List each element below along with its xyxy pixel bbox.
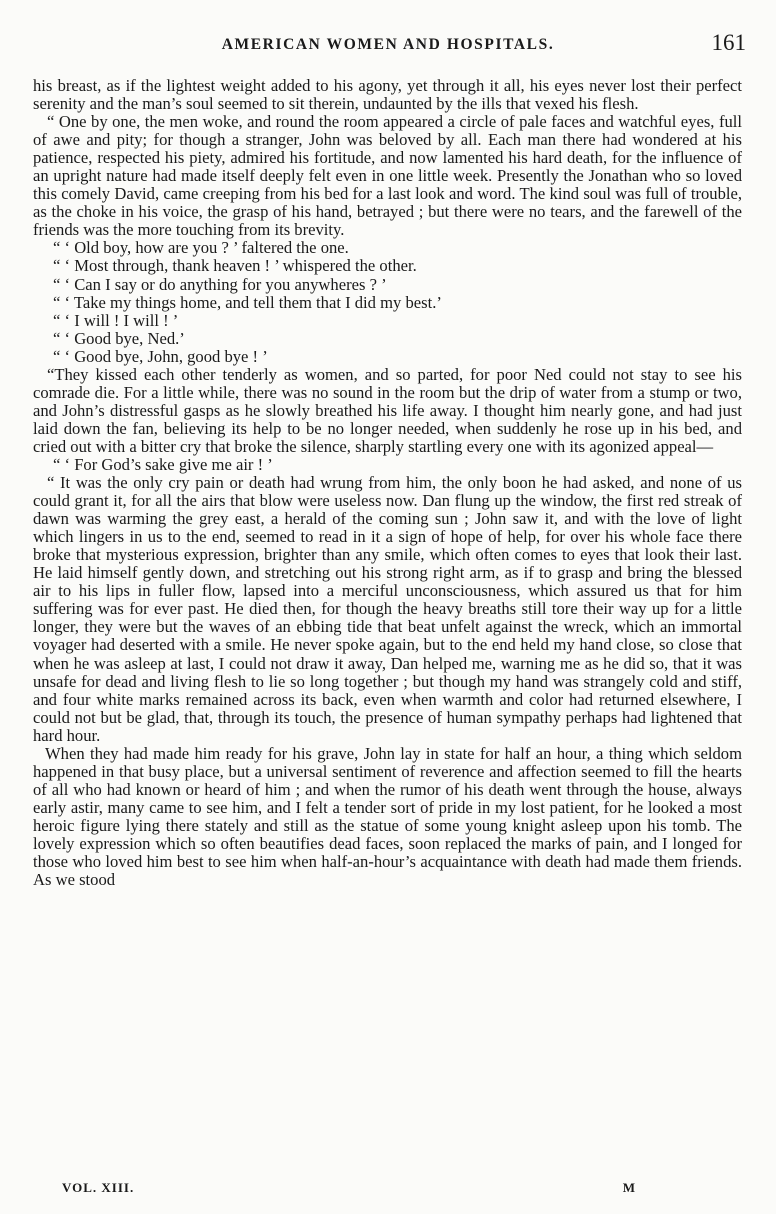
dialogue-line: “ ‘ Take my things home, and tell them that I did my best.’: [53, 292, 442, 312]
paragraph: When they had made him ready for his grave, John lay in state for half an hour, a thing which seldom happened in that busy place, but a universal sentiment of reverence and affection seemed to fill the hearts of all who had known or heard of him ; and when the rumor of his death went through the house, always early astir, many came to see him, and I felt a tender sort of pride in my lost patient, for he looked a most heroic figure lying there stately and still as the statue of some young knight asleep upon his tomb. The lovely expression which so often beautifies dead faces, soon replaced the marks of pain, and I longed for those who loved him best to see him when half-an-hour’s acquaintance with death had made them friends. As we stood: [33, 743, 742, 890]
dialogue-line: “ ‘ Can I say or do anything for you anywheres ? ’: [53, 274, 387, 294]
dialogue-line: “ ‘ For God’s sake give me air ! ’: [53, 454, 273, 474]
dialogue-line: “ ‘ Good bye, Ned.’: [53, 328, 185, 348]
paragraph: “ It was the only cry pain or death had wrung from him, the only boon he had asked, and none of us could grant it, for all the airs that blow were useless now. Dan flung up the window, the first red streak of dawn was warming the grey east, a herald of the coming sun ; John saw it, and with the love of light which lingers in us to the end, seemed to read in it a sign of hope of help, for over his whole face there broke that mysterious expression, brighter than any smile, which often comes to eyes that look their last. He laid himself gently down, and stretching out his strong right arm, as if to grasp and bring the blessed air to his lips in fuller flow, lapsed into a merciful unconsciousness, which assured us that for him suffering was for ever past. He died then, for though the heavy breaths still tore their way up for a little longer, they were but the waves of an ebbing tide that beat unfelt against the wreck, which an immortal voyager had deserted with a smile. He never spoke again, but to the end held my hand close, so close that when he was asleep at last, I could not draw it away, Dan helped me, warning me as he did so, that it was unsafe for dead and living flesh to lie so long together ; but though my hand was strangely cold and stiff, and four white marks remained across its back, even when warmth and color had returned elsewhere, I could not but be glad, that, through its touch, the presence of human sympathy perhaps had lightened that hard hour.: [33, 473, 742, 745]
dialogue-line: “ ‘ Good bye, John, good bye ! ’: [53, 346, 268, 366]
dialogue-line: “ ‘ Old boy, how are you ? ’ faltered the one.: [53, 238, 349, 258]
running-head: AMERICAN WOMEN AND HOSPITALS.: [221, 36, 555, 53]
volume-label: VOL. XIII.: [62, 1180, 135, 1195]
dialogue-line: “ ‘ Most through, thank heaven ! ’ whispered the other.: [53, 256, 417, 276]
paragraph: his breast, as if the lightest weight added to his agony, yet through it all, his eyes never lost their perfect serenity and the man’s soul seemed to sit therein, undaunted by the ills that vexed his flesh.: [33, 76, 742, 114]
signature-mark: M: [622, 1180, 636, 1195]
paragraph: “They kissed each other tenderly as women, and so parted, for poor Ned could not stay to see his comrade die. For a little while, there was no sound in the room but the drip of water from a stump or two, and John’s distressful gasps as he slowly breathed his life away. I thought him nearly gone, and had just laid down the fan, believing its help to be no longer needed, when suddenly he rose up in his bed, and cried out with a bitter cry that broke the silence, sharply startling every one with its agonized appeal—: [33, 364, 742, 456]
page-header: [30, 30, 746, 58]
page-footer: [62, 1180, 636, 1200]
dialogue-line: “ ‘ I will ! I will ! ’: [53, 310, 179, 330]
paragraph: “ One by one, the men woke, and round the room appeared a circle of pale faces and watchful eyes, full of awe and pity; for though a stranger, John was beloved by all. Each man there had wondered at his patience, respected his piety, admired his fortitude, and now lamented his hard death, for the influence of an upright nature had made itself deeply felt even in one little week. Presently the Jonathan who so loved this comely David, came creeping from his bed for a last look and word. The kind soul was full of trouble, as the choke in his voice, the grasp of his hand, betrayed ; but there were no tears, and the farewell of the friends was the more touching from its brevity.: [33, 112, 742, 240]
body-text: [33, 77, 742, 889]
page-number: 161: [711, 30, 746, 55]
